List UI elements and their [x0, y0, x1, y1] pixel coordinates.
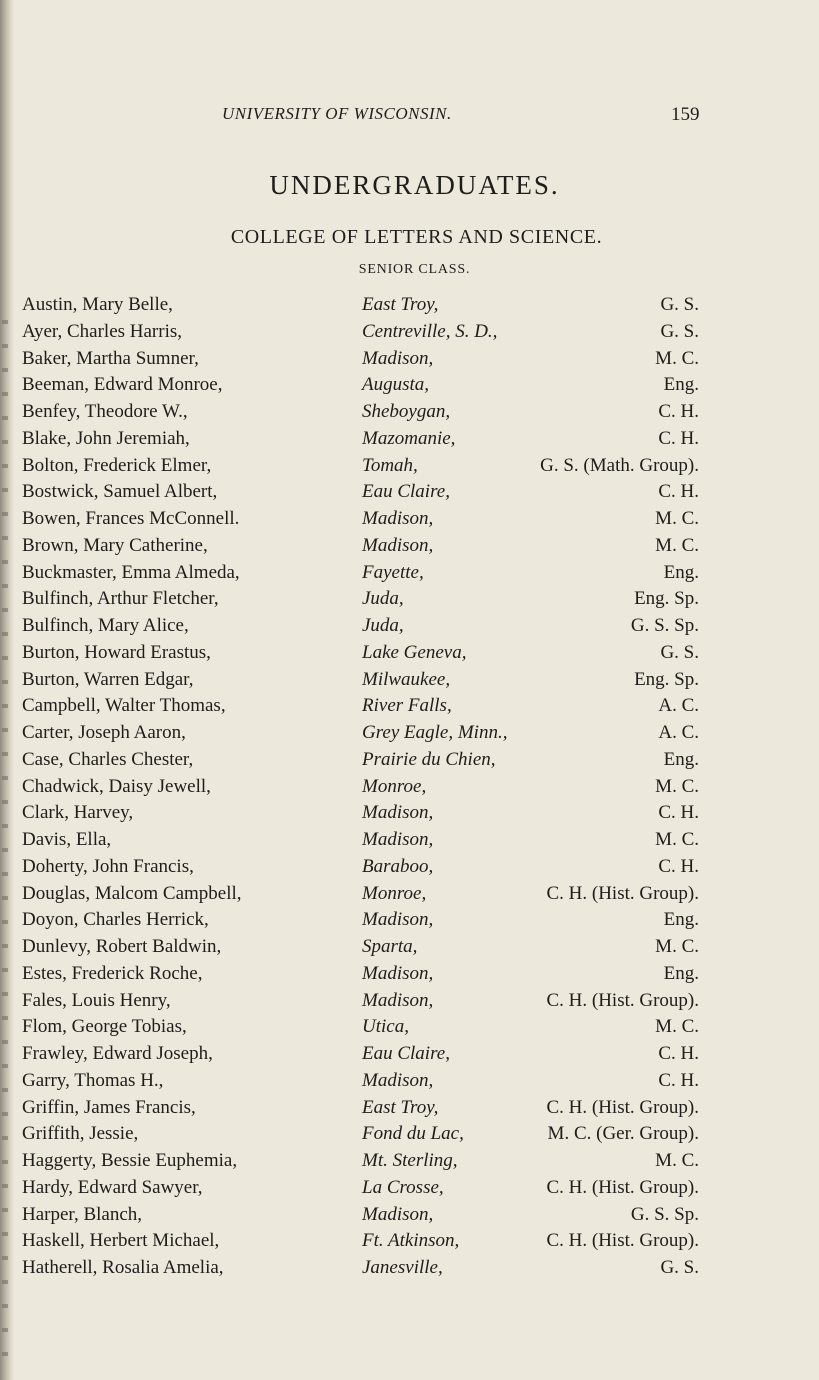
- student-course: G. S. Sp.: [630, 615, 699, 636]
- list-item: [0, 586, 819, 613]
- list-item: [0, 346, 819, 373]
- student-town: Mt. Sterling,: [362, 1150, 458, 1171]
- student-course: C. H. (Hist. Group).: [546, 989, 699, 1011]
- student-course: Eng.: [663, 909, 699, 931]
- student-name: Baker, Martha Sumner,: [22, 347, 199, 369]
- student-name: Bowen, Frances McConnell.: [22, 508, 240, 529]
- student-name: Bolton, Frederick Elmer,: [22, 454, 212, 476]
- student-name: Dunlevy, Robert Baldwin,: [22, 936, 222, 957]
- list-item: [0, 533, 819, 560]
- running-head: UNIVERSITY OF WISCONSIN.: [222, 104, 452, 123]
- list-item: [0, 667, 819, 694]
- student-name: Hardy, Edward Sawyer,: [22, 1176, 203, 1198]
- student-course: M. C.: [655, 347, 699, 369]
- student-course: G. S. Sp.: [630, 1203, 699, 1225]
- student-town: East Troy,: [362, 294, 439, 315]
- student-name: Douglas, Malcom Campbell,: [22, 882, 242, 904]
- page-title: UNDERGRADUATES.: [269, 170, 560, 200]
- list-item: [0, 800, 819, 827]
- list-item: [0, 479, 819, 506]
- student-course: C. H.: [658, 1069, 699, 1091]
- student-course: G. S.: [660, 320, 699, 342]
- student-town: Centreville, S. D.,: [362, 320, 498, 342]
- student-name: Blake, John Jeremiah,: [22, 427, 190, 449]
- student-town: Madison,: [362, 1203, 434, 1225]
- student-town: Madison,: [362, 909, 434, 931]
- student-town: La Crosse,: [362, 1176, 444, 1198]
- student-course: Eng. Sp.: [634, 668, 699, 690]
- student-course: C. H.: [658, 1043, 699, 1064]
- student-town: Mazomanie,: [362, 427, 456, 449]
- list-item: [0, 854, 819, 881]
- list-item: [0, 934, 819, 961]
- page-header: [0, 102, 819, 132]
- student-town: Monroe,: [362, 775, 427, 797]
- student-course: M. C.: [655, 534, 699, 556]
- student-course: Eng.: [663, 748, 699, 770]
- student-town: Fayette,: [362, 561, 424, 583]
- student-course: C. H. (Hist. Group).: [546, 1096, 699, 1118]
- student-name: Burton, Howard Erastus,: [22, 641, 211, 663]
- student-name: Griffith, Jessie,: [22, 1123, 139, 1145]
- student-name: Chadwick, Daisy Jewell,: [22, 775, 211, 797]
- college-heading: COLLEGE OF LETTERS AND SCIENCE.: [230, 226, 603, 248]
- page-number: 159: [671, 104, 700, 125]
- student-town: Prairie du Chien,: [362, 748, 496, 770]
- student-course: M. C.: [655, 1016, 699, 1038]
- student-name: Clark, Harvey,: [22, 802, 134, 824]
- student-name: Beeman, Edward Monroe,: [22, 374, 223, 396]
- student-course: C. H.: [658, 427, 699, 449]
- list-item: [0, 1202, 819, 1229]
- list-item: [0, 693, 819, 720]
- student-town: Eau Claire,: [362, 1043, 450, 1064]
- student-town: Fond du Lac,: [362, 1123, 464, 1145]
- student-name: Ayer, Charles Harris,: [22, 320, 182, 342]
- list-item: [0, 506, 819, 533]
- student-name: Burton, Warren Edgar,: [22, 668, 194, 690]
- student-town: Lake Geneva,: [362, 641, 467, 663]
- student-town: Madison,: [362, 347, 434, 369]
- list-item: [0, 907, 819, 934]
- student-name: Haskell, Herbert Michael,: [22, 1230, 220, 1252]
- list-item: [0, 399, 819, 426]
- student-name: Garry, Thomas H.,: [22, 1069, 164, 1091]
- student-town: Eau Claire,: [362, 481, 450, 503]
- student-course: M. C.: [655, 829, 699, 850]
- student-course: G. S.: [660, 294, 699, 315]
- student-town: Madison,: [362, 989, 434, 1011]
- student-course: C. H. (Hist. Group).: [546, 1230, 699, 1252]
- list-item: [0, 720, 819, 747]
- student-name: Bulfinch, Arthur Fletcher,: [22, 588, 219, 610]
- student-town: Milwaukee,: [362, 668, 451, 690]
- list-item: [0, 881, 819, 908]
- student-town: Ft. Atkinson,: [362, 1230, 460, 1252]
- list-item: [0, 1148, 819, 1175]
- list-item: [0, 453, 819, 480]
- student-course: Eng. Sp.: [634, 588, 699, 610]
- student-town: Janesville,: [362, 1257, 443, 1278]
- list-item: [0, 1255, 819, 1282]
- list-item: [0, 426, 819, 453]
- student-town: Madison,: [362, 829, 434, 850]
- student-course: M. C.: [655, 508, 699, 529]
- list-item: [0, 292, 819, 319]
- list-item: [0, 1095, 819, 1122]
- student-name: Case, Charles Chester,: [22, 748, 194, 770]
- student-course: C. H. (Hist. Group).: [546, 1176, 699, 1198]
- student-name: Harper, Blanch,: [22, 1203, 143, 1225]
- student-name: Brown, Mary Catherine,: [22, 534, 208, 556]
- student-course: C. H.: [658, 481, 699, 503]
- student-town: Grey Eagle, Minn.,: [362, 722, 508, 743]
- student-town: Madison,: [362, 962, 434, 984]
- student-town: Sheboygan,: [362, 401, 451, 422]
- student-course: C. H.: [658, 802, 699, 824]
- class-heading: SENIOR CLASS.: [358, 262, 471, 277]
- list-item: [0, 1014, 819, 1041]
- student-course: G. S.: [660, 1257, 699, 1278]
- list-item: [0, 560, 819, 587]
- student-course: A. C.: [658, 722, 699, 743]
- list-item: [0, 1121, 819, 1148]
- student-course: M. C.: [655, 936, 699, 957]
- student-course: M. C. (Ger. Group).: [547, 1123, 699, 1145]
- student-town: East Troy,: [362, 1096, 439, 1118]
- student-town: Baraboo,: [362, 855, 434, 877]
- student-course: Eng.: [663, 561, 699, 583]
- list-item: [0, 372, 819, 399]
- student-roster: [0, 292, 819, 1282]
- student-town: Madison,: [362, 1069, 434, 1091]
- student-course: C. H. (Hist. Group).: [546, 882, 699, 904]
- student-course: Eng.: [663, 962, 699, 984]
- list-item: [0, 1228, 819, 1255]
- student-name: Carter, Joseph Aaron,: [22, 722, 186, 743]
- student-course: M. C.: [655, 775, 699, 797]
- student-town: Monroe,: [362, 882, 427, 904]
- list-item: [0, 640, 819, 667]
- student-name: Bostwick, Samuel Albert,: [22, 481, 218, 503]
- student-town: Sparta,: [362, 936, 418, 957]
- student-course: A. C.: [658, 695, 699, 717]
- list-item: [0, 774, 819, 801]
- student-name: Davis, Ella,: [22, 829, 112, 850]
- student-name: Haggerty, Bessie Euphemia,: [22, 1150, 238, 1171]
- student-town: Juda,: [362, 615, 404, 636]
- student-name: Austin, Mary Belle,: [22, 294, 173, 315]
- list-item: [0, 988, 819, 1015]
- list-item: [0, 827, 819, 854]
- student-name: Campbell, Walter Thomas,: [22, 695, 226, 717]
- student-name: Bulfinch, Mary Alice,: [22, 615, 189, 636]
- student-town: River Falls,: [362, 695, 452, 717]
- student-name: Buckmaster, Emma Almeda,: [22, 561, 240, 583]
- student-name: Flom, George Tobias,: [22, 1016, 187, 1038]
- student-name: Estes, Frederick Roche,: [22, 962, 203, 984]
- student-course: C. H.: [658, 855, 699, 877]
- list-item: [0, 613, 819, 640]
- student-town: Utica,: [362, 1016, 409, 1038]
- student-course: C. H.: [658, 401, 699, 422]
- list-item: [0, 319, 819, 346]
- student-name: Doyon, Charles Herrick,: [22, 909, 209, 931]
- student-name: Doherty, John Francis,: [22, 855, 194, 877]
- list-item: [0, 747, 819, 774]
- student-town: Madison,: [362, 802, 434, 824]
- list-item: [0, 1175, 819, 1202]
- student-course: M. C.: [655, 1150, 699, 1171]
- list-item: [0, 1041, 819, 1068]
- student-town: Madison,: [362, 508, 434, 529]
- student-name: Frawley, Edward Joseph,: [22, 1043, 213, 1064]
- student-name: Fales, Louis Henry,: [22, 989, 171, 1011]
- student-name: Benfey, Theodore W.,: [22, 401, 188, 422]
- list-item: [0, 1068, 819, 1095]
- student-course: Eng.: [663, 374, 699, 396]
- student-town: Madison,: [362, 534, 434, 556]
- student-name: Hatherell, Rosalia Amelia,: [22, 1257, 224, 1278]
- student-name: Griffin, James Francis,: [22, 1096, 196, 1118]
- student-town: Juda,: [362, 588, 404, 610]
- student-course: G. S. (Math. Group).: [540, 454, 699, 476]
- student-town: Augusta,: [362, 374, 430, 396]
- student-course: G. S.: [660, 641, 699, 663]
- student-town: Tomah,: [362, 454, 418, 476]
- list-item: [0, 961, 819, 988]
